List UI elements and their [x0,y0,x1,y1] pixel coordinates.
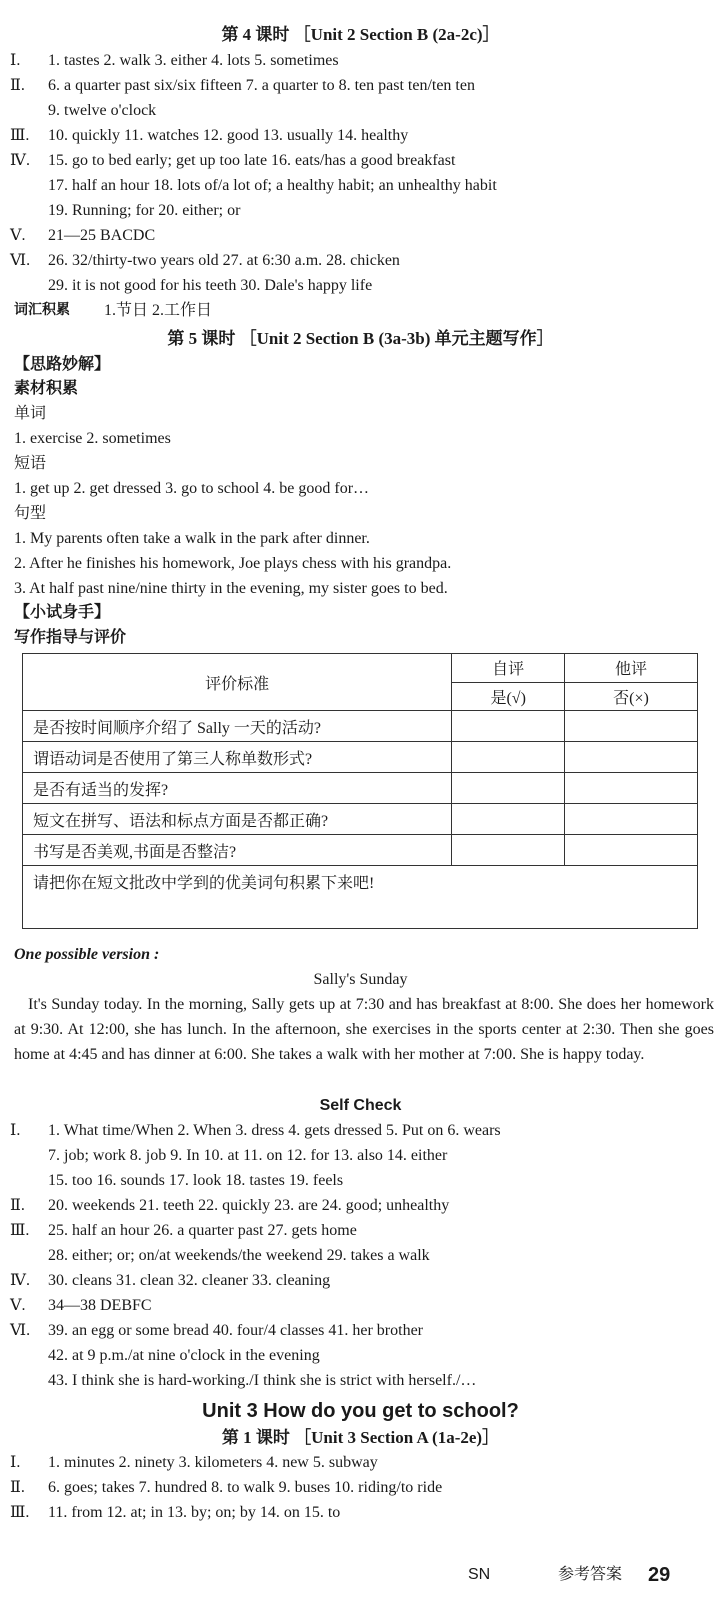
eval-cell[interactable] [565,773,698,804]
answer-text: 10. quickly 11. watches 12. good 13. usually 14. healthy [48,127,409,144]
answer-text: 1. minutes 2. ninety 3. kilometers 4. new 5. subway [48,1454,378,1471]
roman-numeral: Ⅳ. [10,1272,30,1289]
eval-cell[interactable] [452,742,565,773]
roman-numeral: Ⅰ. [10,1122,21,1139]
eval-row-1: 是否按时间顺序介绍了 Sally 一天的活动? [23,711,452,742]
guide-heading: 写作指导与评价 [14,629,127,646]
roman-numeral: Ⅰ. [10,52,21,69]
answer-text: 43. I think she is hard-working./I think she is strict with herself./… [48,1372,477,1389]
answer-text: 21—25 BACDC [48,227,156,244]
footer-label: 参考答案 [558,1566,623,1583]
self-eval-header: 自评 [452,654,565,683]
answer-line [0,248,721,273]
sentence-2: 2. After he finishes his homework, Joe plays chess with his grandpa. [14,555,452,572]
eval-cell[interactable] [565,804,698,835]
thinking-heading: 【思路妙解】 [14,356,111,373]
lesson-5-title: 第 5 课时 ［Unit 2 Section B (3a-3b) 单元主题写作］ [167,329,554,348]
answer-line [0,1218,721,1243]
footer-code: SN [468,1566,491,1583]
eval-row-2: 谓语动词是否使用了第三人称单数形式? [23,742,452,773]
eval-cell[interactable] [565,835,698,866]
roman-numeral: Ⅴ. [10,1297,26,1314]
roman-numeral: Ⅰ. [10,1454,21,1471]
roman-numeral: Ⅳ. [10,152,30,169]
words-list: 1. exercise 2. sometimes [14,430,171,447]
phrases-label: 短语 [14,455,47,472]
eval-cell[interactable] [452,773,565,804]
answer-line [0,273,721,298]
answer-line [0,1450,721,1475]
roman-numeral: Ⅲ. [10,1222,30,1239]
try-heading: 【小试身手】 [14,604,111,621]
eval-cell[interactable] [565,711,698,742]
answer-text: 26. 32/thirty-two years old 27. at 6:30 a.m. 28. chicken [48,252,400,269]
no-label: 否(×) [565,682,698,711]
roman-numeral: Ⅱ. [10,1197,25,1214]
answer-text: 20. weekends 21. teeth 22. quickly 23. are 24. good; unhealthy [48,1197,450,1214]
answer-text: 25. half an hour 26. a quarter past 27. gets home [48,1222,357,1239]
answer-line [0,1143,721,1168]
roman-numeral: Ⅲ. [10,127,30,144]
answer-text: 34—38 DEBFC [48,1297,152,1314]
eval-cell[interactable] [452,835,565,866]
answer-text: 6. a quarter past six/six fifteen 7. a quarter to 8. ten past ten/ten ten [48,77,475,94]
criteria-header: 评价标准 [23,654,452,711]
vocab-text: 1.节日 2.工作日 [104,302,213,319]
answer-text: 30. cleans 31. clean 32. cleaner 33. cleaning [48,1272,331,1289]
phrases-list: 1. get up 2. get dressed 3. go to school 4. be good for… [14,480,370,497]
sentence-1: 1. My parents often take a walk in the park after dinner. [14,530,370,547]
answer-text: 42. at 9 p.m./at nine o'clock in the evening [48,1347,320,1364]
unit-3-title: Unit 3 How do you get to school? [202,1400,519,1422]
answer-text: 1. What time/When 2. When 3. dress 4. gets dressed 5. Put on 6. wears [48,1122,501,1139]
answer-line [0,48,721,73]
sentence-3: 3. At half past nine/nine thirty in the evening, my sister goes to bed. [14,580,448,597]
answer-line [0,1368,721,1393]
roman-numeral: Ⅵ. [10,1322,31,1339]
lesson-4-title: 第 4 课时 ［Unit 2 Section B (2a-2c)］ [221,25,500,44]
eval-cell[interactable] [452,711,565,742]
roman-numeral: Ⅱ. [10,77,25,94]
material-heading: 素材积累 [14,380,79,397]
answer-text: 6. goes; takes 7. hundred 8. to walk 9. buses 10. riding/to ride [48,1479,443,1496]
peer-eval-header: 他评 [565,654,698,683]
yes-label: 是(√) [452,682,565,711]
answer-line [0,1168,721,1193]
answer-line [0,1343,721,1368]
vocab-label: 词汇积累 [14,303,70,318]
eval-cell[interactable] [452,804,565,835]
answer-text: 19. Running; for 20. either; or [48,202,241,219]
answer-line [0,98,721,123]
roman-numeral: Ⅲ. [10,1504,30,1521]
answer-text: 1. tastes 2. walk 3. either 4. lots 5. sometimes [48,52,339,69]
answer-text: 7. job; work 8. job 9. In 10. at 11. on 12. for 13. also 14. either [48,1147,448,1164]
page-number: 29 [648,1564,671,1586]
eval-row-3: 是否有适当的发挥? [23,773,452,804]
answer-text: 15. go to bed early; get up too late 16. eats/has a good breakfast [48,152,456,169]
answer-text: 11. from 12. at; in 13. by; on; by 14. on 15. to [48,1504,341,1521]
evaluation-table [22,653,698,929]
self-check-title: Self Check [319,1097,402,1114]
essay-body: It's Sunday today. In the morning, Sally gets up at 7:30 and has breakfast at 8:00. She does her homework at 9:30. At 12:00, she has lunch. In the afternoon, she exercises in the sports center at 2:30. Then she goes home at 4:45 and has dinner at 6:00. She takes a walk with her mother at 7:00. She is happy today. [14,996,714,1063]
answer-text: 39. an egg or some bread 40. four/4 classes 41. her brother [48,1322,423,1339]
answer-text: 15. too 16. sounds 17. look 18. tastes 19. feels [48,1172,344,1189]
sentences-label: 句型 [14,505,47,522]
answer-line [0,223,721,248]
eval-notes-row[interactable]: 请把你在短文批改中学到的优美词句积累下来吧! [23,866,698,929]
answer-text: 28. either; or; on/at weekends/the weekend 29. takes a walk [48,1247,430,1264]
answer-line [0,1318,721,1343]
roman-numeral: Ⅱ. [10,1479,25,1496]
words-label: 单词 [14,405,47,422]
answer-text: 29. it is not good for his teeth 30. Dale's happy life [48,277,373,294]
essay-title: Sally's Sunday [313,971,408,988]
answer-line [0,1475,721,1500]
vocab-row [0,298,721,323]
answer-line [0,173,721,198]
answer-line [0,1293,721,1318]
answer-line [0,73,721,98]
roman-numeral: Ⅴ. [10,227,26,244]
essay-label: One possible version : [14,946,160,963]
answer-line [0,123,721,148]
answer-text: 9. twelve o'clock [48,102,157,119]
answer-line [0,148,721,173]
answer-line [0,1500,721,1525]
answer-line [0,1118,721,1143]
answer-line [0,1243,721,1268]
answer-line [0,1268,721,1293]
eval-row-4: 短文在拼写、语法和标点方面是否都正确? [23,804,452,835]
roman-numeral: Ⅵ. [10,252,31,269]
unit-3-lesson-title: 第 1 课时 ［Unit 3 Section A (1a-2e)］ [221,1428,500,1447]
eval-cell[interactable] [565,742,698,773]
answer-text: 17. half an hour 18. lots of/a lot of; a healthy habit; an unhealthy habit [48,177,497,194]
answer-line [0,1193,721,1218]
eval-row-5: 书写是否美观,书面是否整洁? [23,835,452,866]
answer-line [0,198,721,223]
